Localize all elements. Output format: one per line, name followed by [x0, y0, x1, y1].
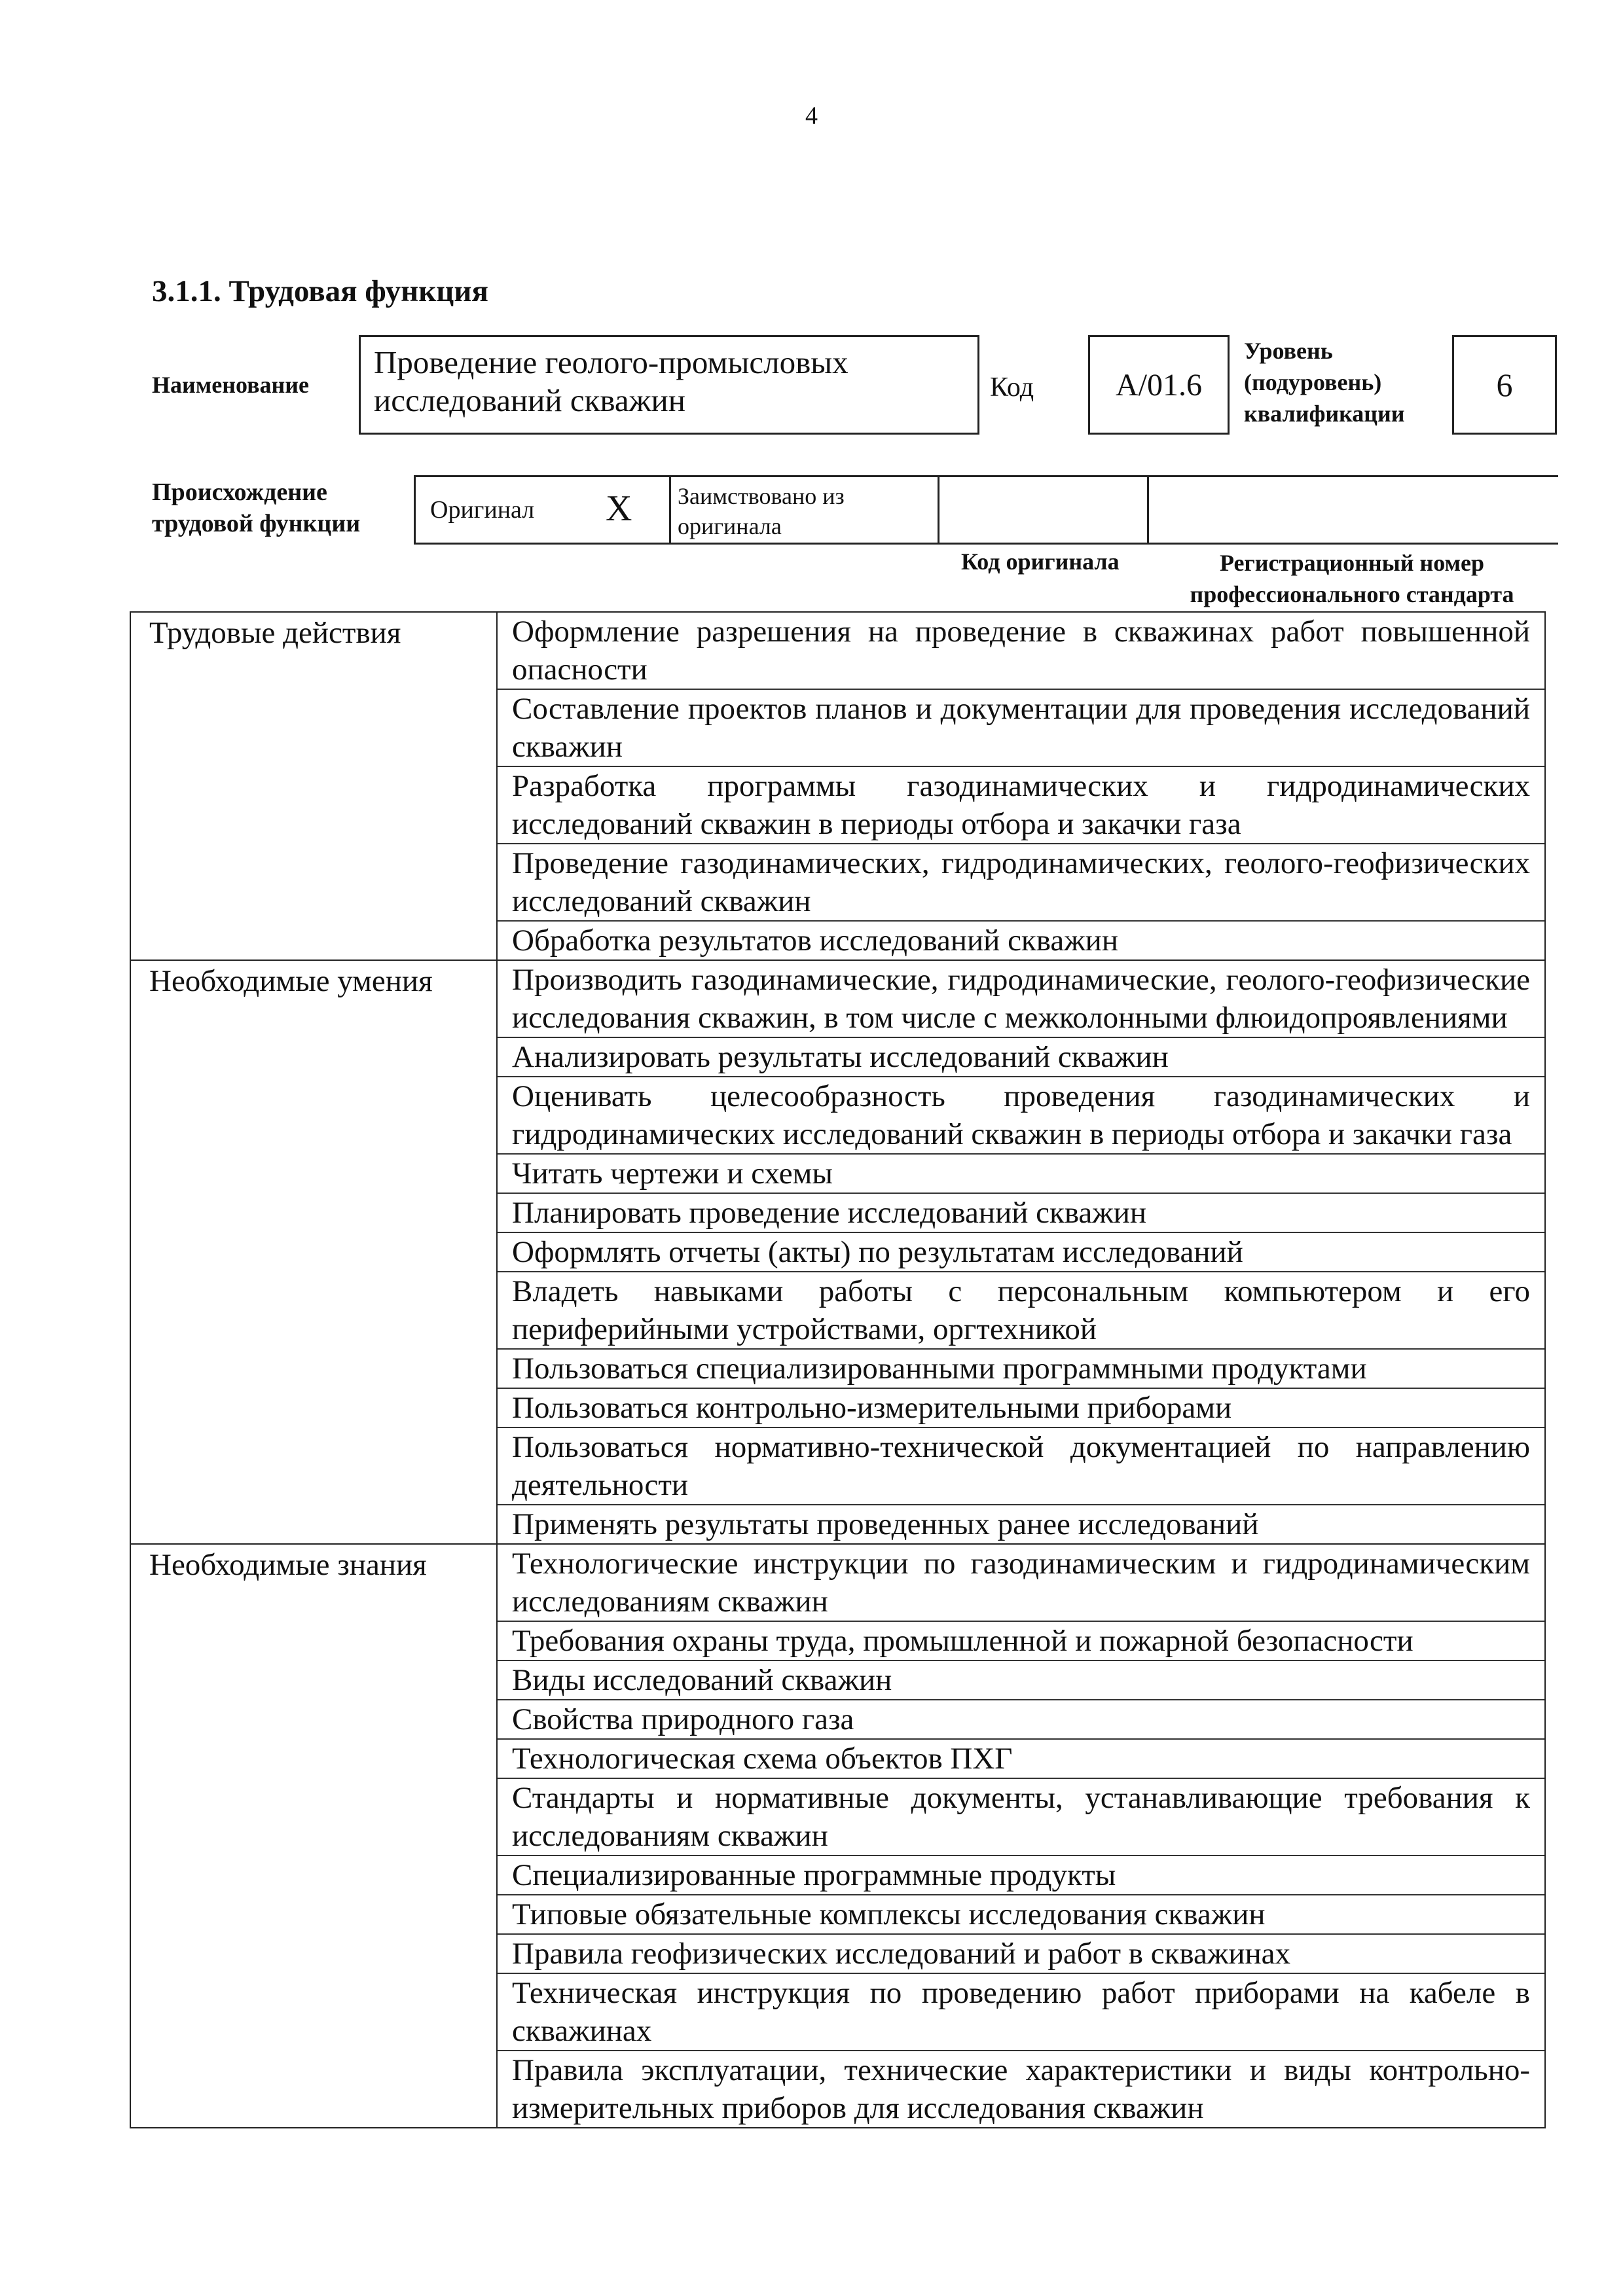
name-label: Наименование [152, 372, 309, 398]
table-item: Анализировать результаты исследований скважин [498, 1038, 1544, 1077]
skills-items [497, 960, 1545, 1544]
skills-row [130, 960, 1545, 1544]
level-label-line-1: Уровень [1244, 338, 1333, 364]
reg-label-line-1: Регистрационный номер [1219, 550, 1485, 576]
origin-table [414, 475, 1558, 545]
table-item: Владеть навыками работы с персональным компьютером и его периферийными устройствами, оргтехникой [498, 1272, 1544, 1350]
original-code-cell [938, 477, 1147, 543]
table-item: Оформлять отчеты (акты) по результатам исследований [498, 1233, 1544, 1272]
table-item: Оформление разрешения на проведение в скважинах работ повышенной опасности [498, 613, 1544, 690]
knowledge-category [130, 1544, 497, 2128]
table-item: Типовые обязательные комплексы исследования скважин [498, 1895, 1544, 1935]
table-item: Проведение газодинамических, гидродинамических, геолого-геофизических исследований скважин [498, 844, 1544, 922]
table-item: Пользоваться специализированными программными продуктами [498, 1350, 1544, 1389]
original-cell [414, 477, 669, 543]
registration-number-cell [1147, 477, 1558, 543]
origin-label [152, 476, 360, 539]
actions-category [130, 612, 497, 960]
table-item: Технологическая схема объектов ПХГ [498, 1740, 1544, 1779]
table-item: Составление проектов планов и документации для проведения исследований скважин [498, 690, 1544, 767]
table-item: Техническая инструкция по проведению работ приборами на кабеле в скважинах [498, 1974, 1544, 2051]
knowledge-title: Необходимые знания [149, 1548, 427, 1582]
table-item: Специализированные программные продукты [498, 1856, 1544, 1895]
table-item: Свойства природного газа [498, 1700, 1544, 1740]
table-item: Планировать проведение исследований скважин [498, 1194, 1544, 1233]
table-item: Пользоваться нормативно-технической документацией по направлению деятельности [498, 1428, 1544, 1505]
table-item: Требования охраны труда, промышленной и пожарной безопасности [498, 1622, 1544, 1661]
table-item: Стандарты и нормативные документы, устанавливающие требования к исследованиям скважин [498, 1779, 1544, 1856]
knowledge-row [130, 1544, 1545, 2128]
table-item: Правила геофизических исследований и работ в скважинах [498, 1935, 1544, 1974]
original-mark: X [606, 488, 632, 529]
table-item: Пользоваться контрольно-измерительными приборами [498, 1389, 1544, 1428]
table-item: Применять результаты проведенных ранее исследований [512, 1507, 1259, 1541]
level-box: 6 [1452, 335, 1557, 435]
actions-items [497, 612, 1545, 960]
section-title: 3.1.1. Трудовая функция [152, 274, 488, 308]
code-box: A/01.6 [1088, 335, 1230, 435]
level-label-line-2: (подуровень) [1244, 369, 1382, 395]
skills-title: Необходимые умения [149, 964, 433, 998]
actions-row [130, 612, 1545, 960]
function-name-box: Проведение геолого-промысловых исследований скважин [359, 335, 979, 435]
table-item: Разработка программы газодинамических и гидродинамических исследований скважин в периоды отбора и закачки газа [498, 767, 1544, 844]
level-label-line-3: квалификации [1244, 401, 1405, 427]
actions-title: Трудовые действия [149, 616, 401, 650]
table-item: Правила эксплуатации, технические характеристики и виды контрольно-измерительных приборов для исследования скважин [512, 2053, 1530, 2125]
skills-category [130, 960, 497, 1544]
reg-label-line-2: профессионального стандарта [1190, 581, 1514, 607]
level-label [1244, 335, 1405, 429]
code-label: Код [990, 372, 1034, 403]
table-item: Виды исследований скважин [498, 1661, 1544, 1700]
table-item: Читать чертежи и схемы [498, 1155, 1544, 1194]
function-table [130, 611, 1546, 2128]
origin-label-line-2: трудовой функции [152, 510, 361, 537]
original-label: Оригинал [430, 496, 535, 524]
borrowed-cell [669, 477, 938, 543]
origin-label-line-1: Происхождение [152, 478, 327, 506]
table-item: Обработка результатов исследований скважин [512, 924, 1118, 958]
original-code-label: Код оригинала [961, 548, 1120, 575]
borrowed-label-line-2: оригинала [678, 513, 782, 539]
registration-number-label [1178, 547, 1525, 610]
page-number: 4 [805, 102, 818, 130]
borrowed-label-line-1: Заимствовано из [678, 483, 845, 509]
knowledge-items [497, 1544, 1545, 2128]
table-item: Технологические инструкции по газодинамическим и гидродинамическим исследованиям скважин [498, 1545, 1544, 1622]
table-item: Производить газодинамические, гидродинамические, геолого-геофизические исследования скважин, в том числе с межколонными флюидопроявлениями [498, 961, 1544, 1038]
table-item: Оценивать целесообразность проведения газодинамических и гидродинамических исследований скважин в периоды отбора и закачки газа [498, 1077, 1544, 1155]
